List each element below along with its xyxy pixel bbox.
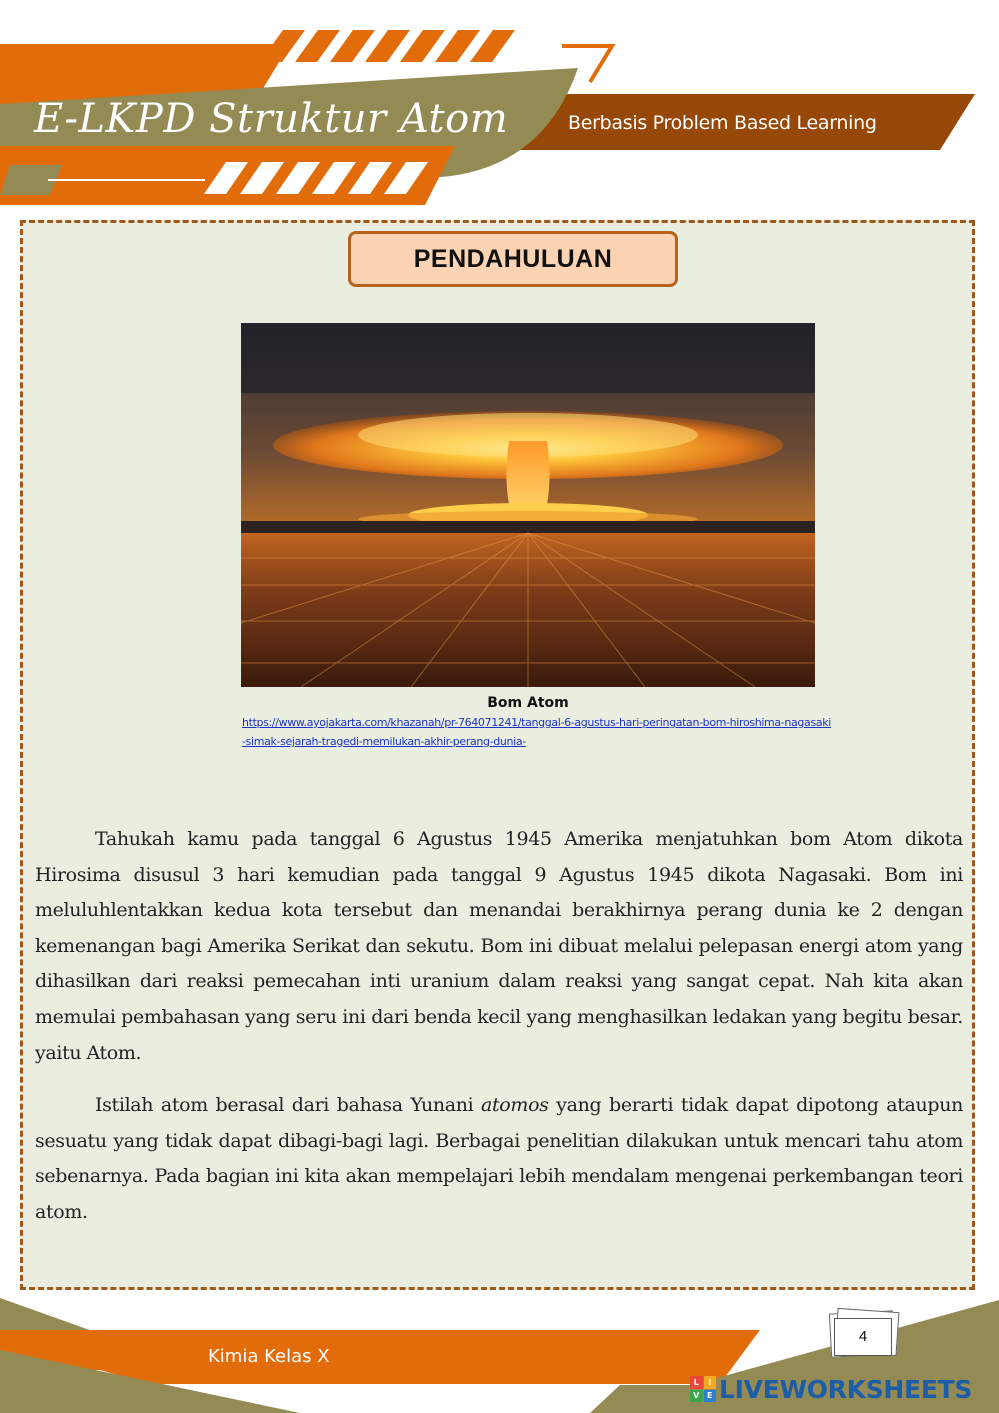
logo-letter: I xyxy=(704,1376,717,1389)
figure-source-link[interactable]: https://www.ayojakarta.com/khazanah/pr-764071241/tanggal-6-agustus-hari-peringatan-bom-hiroshima-nagasaki-simak-sejarah-tragedi-memilukan-akhir-perang-dunia- xyxy=(242,716,831,748)
liveworksheets-brand[interactable] xyxy=(690,1374,972,1404)
document-title: E-LKPD Struktur Atom xyxy=(34,96,509,142)
liveworksheets-logo-icon xyxy=(690,1376,716,1402)
atomic-bomb-photo xyxy=(241,323,815,687)
atom-definition-paragraph xyxy=(35,1088,963,1230)
liveworksheets-wordmark: LIVEWORKSHEETS xyxy=(719,1374,973,1404)
document-subtitle: Berbasis Problem Based Learning xyxy=(568,112,877,134)
header-stripes-top xyxy=(260,30,515,62)
section-title: PENDAHULUAN xyxy=(348,231,678,287)
atomos-term: atomos xyxy=(481,1094,549,1116)
logo-letter: L xyxy=(690,1376,703,1389)
page-number: 4 xyxy=(834,1318,892,1356)
logo-letter: V xyxy=(690,1390,703,1403)
logo-letter: E xyxy=(704,1390,717,1403)
intro-paragraph: Tahukah kamu pada tanggal 6 Agustus 1945 Amerika menjatuhkan bom Atom dikota Hirosima disusul 3 hari kemudian pada tanggal 9 Agustus 1945 dikota Nagasaki. Bom ini meluluhlentakkan kedua kota tersebut dan menandai berakhirnya perang dunia ke 2 dengan kemenangan bagi Amerika Serikat dan sekutu. Bom ini dibuat melalui pelepasan energi atom yang dihasilkan dari reaksi pemecahan inti uranium dalam reaksi yang sangat cepat. Nah kita akan memulai pembahasan yang seru ini dari benda kecil yang menghasilkan ledakan yang begitu besar. yaitu Atom. xyxy=(35,828,963,1064)
paragraph-2-text-end: yang berarti tidak dapat dipotong ataupun sesuatu yang tidak dapat dibagi-bagi lagi. Berbagai penelitian dilakukan untuk mencari tahu atom sebenarnya. Pada bagian ini kita akan mempelajari lebih mendalam mengenai perkembangan teori atom. xyxy=(35,1094,963,1223)
footer-course-label: Kimia Kelas X xyxy=(208,1346,330,1367)
paragraph-2-text-start: Istilah atom berasal dari bahasa Yunani xyxy=(95,1094,482,1116)
figure-caption: Bom Atom xyxy=(487,695,569,711)
